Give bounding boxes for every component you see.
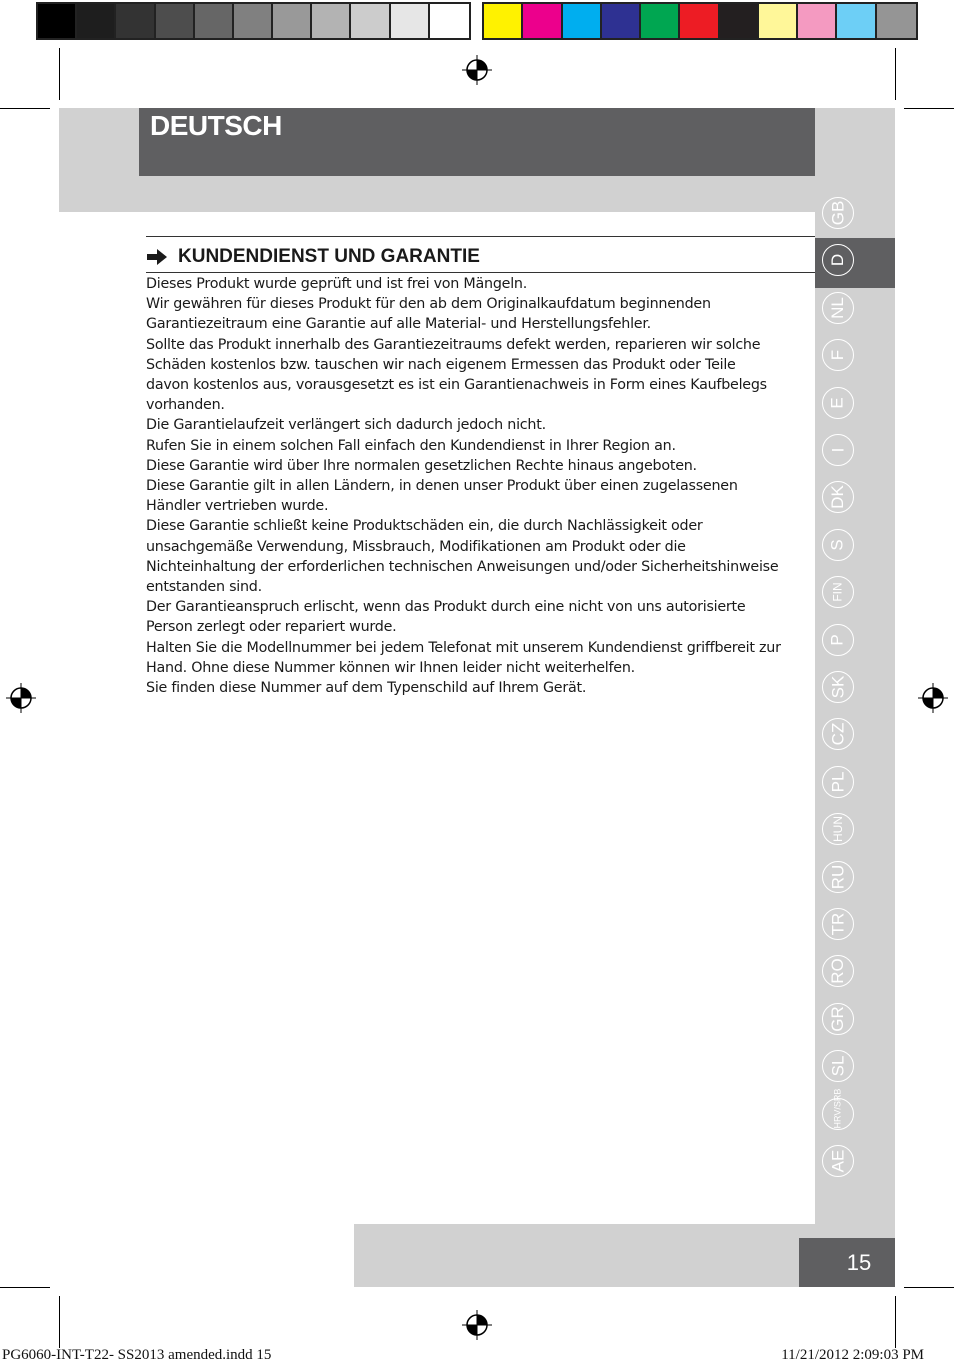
text-line: davon kostenlos aus, vorausgesetzt es ist ein Garantienachweis in Form eines Kaufbelegs [146, 377, 767, 394]
language-tab-p[interactable] [822, 624, 854, 656]
language-tab-gb[interactable] [822, 197, 854, 229]
section-title: KUNDENDIENST UND GARANTIE [178, 246, 480, 267]
color-swatch [877, 4, 916, 38]
registration-mark-icon [918, 683, 948, 713]
warranty-text [146, 274, 826, 698]
text-line: Halten Sie die Modellnummer bei jedem Telefonat mit unserem Kundendienst griffbereit zur [146, 639, 781, 656]
color-swatch [759, 4, 798, 38]
language-tab-ae[interactable] [822, 1145, 854, 1177]
grayscale-color-bar [36, 2, 471, 40]
language-tab-label: RO [828, 958, 847, 985]
language-tab-sk[interactable] [822, 671, 854, 703]
text-line: Diese Garantie schließt keine Produktschäden ein, die durch Nachlässigkeit oder [146, 518, 703, 535]
text-line: Nichteinhaltung der erforderlichen technischen Anweisungen und/oder Sicherheitshinweise [146, 558, 779, 575]
language-tab-label: RU [828, 864, 847, 889]
language-tab-label: AE [828, 1149, 847, 1173]
language-tab-label: GB [828, 200, 847, 226]
language-tab-label: HRV/SRB [832, 1088, 843, 1129]
language-tab-label: DK [828, 485, 847, 510]
text-line: entstanden sind. [146, 579, 262, 596]
language-tab-label: I [827, 447, 847, 453]
text-line: Der Garantieanspruch erlischt, wenn das Produkt durch eine nicht von uns autorisierte [146, 599, 746, 616]
page-footer-band [354, 1224, 815, 1287]
language-tab-e[interactable] [822, 387, 854, 419]
gray-swatch [351, 4, 390, 38]
gray-swatch [430, 4, 469, 38]
language-tab-pl[interactable] [822, 766, 854, 798]
language-tab-ru[interactable] [822, 861, 854, 893]
text-line: Händler vertrieben wurde. [146, 498, 329, 515]
language-tab-i[interactable] [822, 434, 854, 466]
gray-swatch [38, 4, 77, 38]
language-tab-label: PL [827, 771, 847, 793]
crop-mark [0, 1287, 50, 1288]
color-swatch [602, 4, 641, 38]
language-tab-label: P [828, 633, 847, 646]
text-line: Sie finden diese Nummer auf dem Typenschild auf Ihrem Gerät. [146, 680, 587, 697]
color-swatch [837, 4, 876, 38]
language-tab-fin[interactable] [822, 576, 854, 608]
text-line: unsachgemäße Verwendung, Missbrauch, Modifikationen am Produkt oder die [146, 538, 686, 555]
color-swatch [563, 4, 602, 38]
language-tab-label: NL [827, 296, 847, 319]
gray-swatch [312, 4, 351, 38]
gray-swatch [195, 4, 234, 38]
crop-mark [59, 1296, 60, 1348]
text-line: Rufen Sie in einem solchen Fall einfach den Kundendienst in Ihrer Region an. [146, 437, 676, 454]
color-swatch [523, 4, 562, 38]
registration-mark-icon [462, 1310, 492, 1340]
gray-swatch [234, 4, 273, 38]
color-swatch [484, 4, 523, 38]
text-line: Wir gewähren für dieses Produkt für den ab dem Originalkaufdatum beginnenden [146, 296, 711, 313]
text-line: vorhanden. [146, 397, 225, 414]
section-heading [146, 246, 480, 268]
language-tab-tr[interactable] [822, 908, 854, 940]
language-tab-f[interactable] [822, 339, 854, 371]
text-line: Sollte das Produkt innerhalb des Garantiezeitraums defekt werden, reparieren wir solche [146, 336, 761, 353]
language-tab-sl[interactable] [822, 1050, 854, 1082]
color-swatch [641, 4, 680, 38]
text-line: Person zerlegt oder repariert wurde. [146, 619, 397, 636]
language-tab-label: E [828, 396, 847, 409]
language-tab-label: FIN [831, 582, 845, 602]
language-tab-label: TR [827, 912, 847, 936]
crop-mark [0, 108, 50, 109]
footer-file-info: PG6060-INT-T22- SS2013 amended.indd 15 [2, 1347, 272, 1363]
language-tab-label: GR [828, 1006, 847, 1032]
arrow-right-icon [146, 248, 168, 266]
language-tab-label: D [828, 254, 847, 267]
gray-swatch [116, 4, 155, 38]
registration-mark-icon [462, 55, 492, 85]
gray-swatch [273, 4, 312, 38]
language-tab-label: CZ [827, 723, 847, 746]
section-divider [146, 236, 815, 237]
crop-mark [59, 48, 60, 100]
color-swatch [680, 4, 719, 38]
language-tab-hrv-srb[interactable] [822, 1088, 854, 1130]
gray-swatch [156, 4, 195, 38]
text-line: Dieses Produkt wurde geprüft und ist frei von Mängeln. [146, 276, 528, 292]
language-tab-label: F [827, 349, 847, 361]
language-tab-gr[interactable] [822, 1003, 854, 1035]
text-line: Hand. Ohne diese Nummer können wir Ihnen leider nicht weiterhelfen. [146, 659, 635, 676]
gray-swatch [391, 4, 430, 38]
language-tab-label: S [828, 539, 847, 551]
crop-mark [904, 108, 954, 109]
crop-mark [895, 48, 896, 100]
language-tab-label: SK [828, 675, 847, 699]
page-number: 15 [846, 1249, 872, 1275]
page-title: DEUTSCH [150, 110, 282, 141]
language-tab-label: SL [827, 1055, 847, 1077]
gray-swatch [77, 4, 116, 38]
color-swatch [720, 4, 759, 38]
language-tab-hun[interactable] [822, 813, 854, 845]
text-line: Diese Garantie gilt in allen Ländern, in denen unser Produkt über einen zugelassenen [146, 478, 738, 495]
registration-mark-icon [6, 683, 36, 713]
footer-timestamp: 11/21/2012 2:09:03 PM [781, 1347, 924, 1363]
crop-mark [904, 1287, 954, 1288]
section-divider [146, 272, 815, 273]
text-line: Die Garantielaufzeit verlängert sich dadurch jedoch nicht. [146, 417, 546, 434]
process-color-bar [482, 2, 918, 40]
crop-mark [895, 1296, 896, 1348]
language-tab-nl[interactable] [822, 292, 854, 324]
text-line: Schäden kostenlos bzw. tauschen wir nach eigenem Ermessen das Produkt oder Teile [146, 356, 736, 373]
color-swatch [798, 4, 837, 38]
text-line: Garantiezeitraum eine Garantie auf alle Material- und Herstellungsfehler. [146, 316, 651, 333]
language-tab-s[interactable] [822, 529, 854, 561]
text-line: Diese Garantie wird über Ihre normalen gesetzlichen Rechte hinaus angeboten. [146, 457, 697, 474]
language-tab-label: HUN [831, 816, 845, 843]
